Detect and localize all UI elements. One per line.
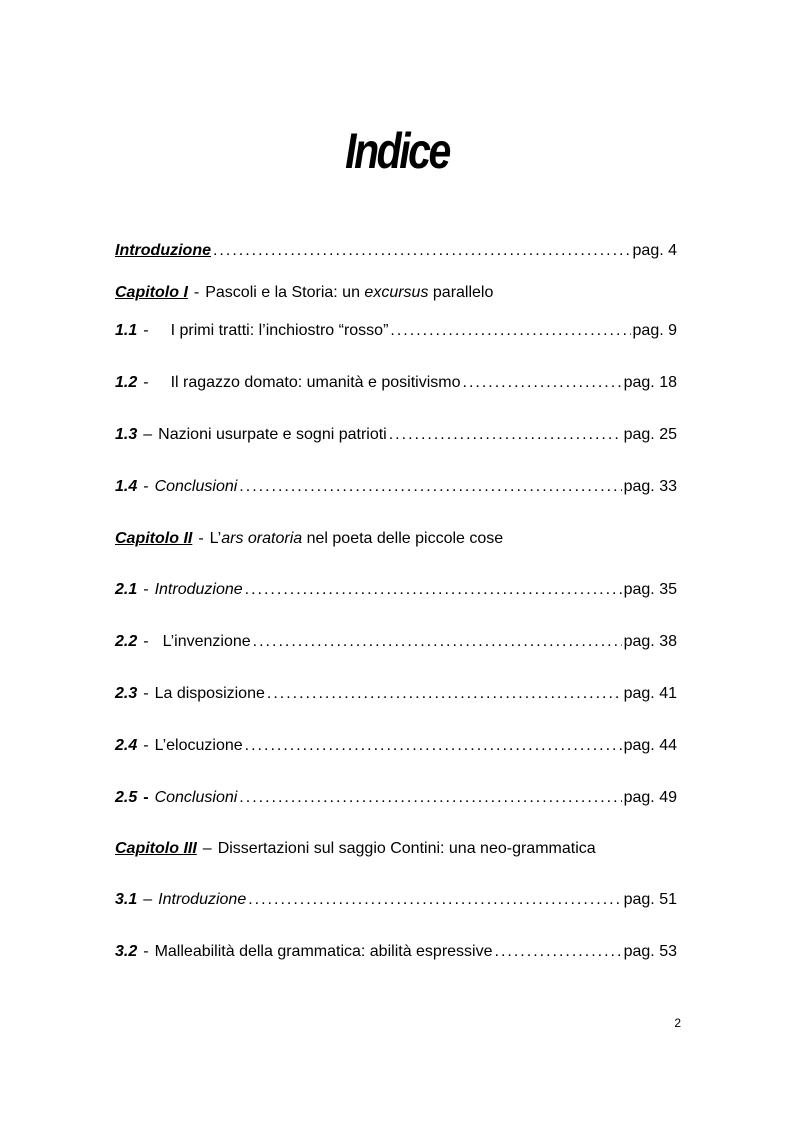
dot-leader xyxy=(248,891,621,909)
toc-entry-3-1[interactable] xyxy=(115,891,677,915)
chapter-heading-1[interactable] xyxy=(115,284,677,308)
section-title: L’invenzione xyxy=(162,633,251,650)
chapter-title-part: excursus xyxy=(364,284,429,301)
chapter-title-part: Dissertazioni sul saggio Contini: una neo-grammatica xyxy=(217,840,596,857)
section-number: 2.4 xyxy=(115,737,138,754)
dot-leader xyxy=(213,242,631,260)
separator: - xyxy=(143,789,149,806)
page-ref: pag. 25 xyxy=(623,426,677,443)
dot-leader xyxy=(245,737,622,755)
section-number: 3.2 xyxy=(115,943,138,960)
toc-entry-2-1[interactable] xyxy=(115,581,677,605)
section-number: 2.3 xyxy=(115,685,138,702)
chapter-label: Capitolo III xyxy=(115,840,197,857)
page-ref: pag. 33 xyxy=(623,478,677,495)
dot-leader xyxy=(245,581,622,599)
separator: - xyxy=(143,737,149,754)
separator: - xyxy=(143,685,149,702)
dot-leader xyxy=(239,478,621,496)
page-ref: pag. 35 xyxy=(623,581,677,598)
separator: – xyxy=(202,840,212,857)
toc-entry-introduzione[interactable] xyxy=(115,242,677,266)
dot-leader xyxy=(390,322,630,340)
separator: - xyxy=(143,633,149,650)
section-number: 1.1 xyxy=(115,322,138,339)
dot-leader xyxy=(389,426,622,444)
toc-entry-1-1[interactable] xyxy=(115,322,677,346)
page-ref: pag. 51 xyxy=(623,891,677,908)
section-title: Nazioni usurpate e sogni patrioti xyxy=(158,426,387,443)
section-number: 2.1 xyxy=(115,581,138,598)
separator: – xyxy=(143,426,153,443)
section-number: 3.1 xyxy=(115,891,138,908)
section-title: I primi tratti: l’inchiostro “rosso” xyxy=(170,322,389,339)
separator: - xyxy=(143,581,149,598)
section-number: 1.3 xyxy=(115,426,138,443)
chapter-title-part: ars oratoria xyxy=(221,530,303,547)
page-ref: pag. 49 xyxy=(623,789,677,806)
separator: - xyxy=(143,943,149,960)
section-title: Malleabilità della grammatica: abilità espressive xyxy=(154,943,493,960)
chapter-title-part: Pascoli e la Storia: un xyxy=(205,284,365,301)
toc-entry-2-5[interactable] xyxy=(115,789,677,813)
section-title: Conclusioni xyxy=(154,789,238,806)
section-title: Introduzione xyxy=(154,581,243,598)
section-title: La disposizione xyxy=(154,685,265,702)
separator: – xyxy=(143,891,153,908)
section-number: 1.2 xyxy=(115,374,138,391)
page-ref: pag. 44 xyxy=(623,737,677,754)
chapter-heading-2[interactable] xyxy=(115,530,677,554)
dot-leader xyxy=(495,943,622,961)
chapter-title-part: L’ xyxy=(209,530,222,547)
page-ref: pag. 41 xyxy=(623,685,677,702)
page-ref: pag. 18 xyxy=(623,374,677,391)
chapter-label: Capitolo II xyxy=(115,530,193,547)
chapter-title-part: nel poeta delle piccole cose xyxy=(302,530,504,547)
section-title: Conclusioni xyxy=(154,478,238,495)
chapter-label: Capitolo I xyxy=(115,284,188,301)
toc-entry-2-4[interactable] xyxy=(115,737,677,761)
page-number: 2 xyxy=(674,1016,681,1030)
separator: - xyxy=(143,478,149,495)
toc-entry-1-2[interactable] xyxy=(115,374,677,398)
page-ref: pag. 4 xyxy=(632,242,677,259)
section-title: Introduzione xyxy=(158,891,247,908)
separator: - xyxy=(198,530,204,547)
separator: - xyxy=(143,322,149,339)
page-title: Indice xyxy=(345,123,449,179)
separator: - xyxy=(193,284,200,301)
section-number: 2.2 xyxy=(115,633,138,650)
chapter-title-part: parallelo xyxy=(428,284,494,301)
section-number: 1.4 xyxy=(115,478,138,495)
toc-entry-2-2[interactable] xyxy=(115,633,677,657)
section-title: Il ragazzo domato: umanità e positivismo xyxy=(170,374,461,391)
dot-leader xyxy=(239,789,621,807)
toc-entry-3-2[interactable] xyxy=(115,943,677,967)
chapter-heading-3[interactable] xyxy=(115,840,677,864)
section-title: L’elocuzione xyxy=(154,737,243,754)
page-ref: pag. 38 xyxy=(623,633,677,650)
dot-leader xyxy=(463,374,622,392)
page-ref: pag. 9 xyxy=(632,322,677,339)
toc-entry-1-4[interactable] xyxy=(115,478,677,502)
intro-label: Introduzione xyxy=(115,242,211,259)
toc-entry-2-3[interactable] xyxy=(115,685,677,709)
separator: - xyxy=(143,374,149,391)
section-number: 2.5 xyxy=(115,789,138,806)
dot-leader xyxy=(267,685,622,703)
page-ref: pag. 53 xyxy=(623,943,677,960)
dot-leader xyxy=(253,633,622,651)
toc-entry-1-3[interactable] xyxy=(115,426,677,450)
